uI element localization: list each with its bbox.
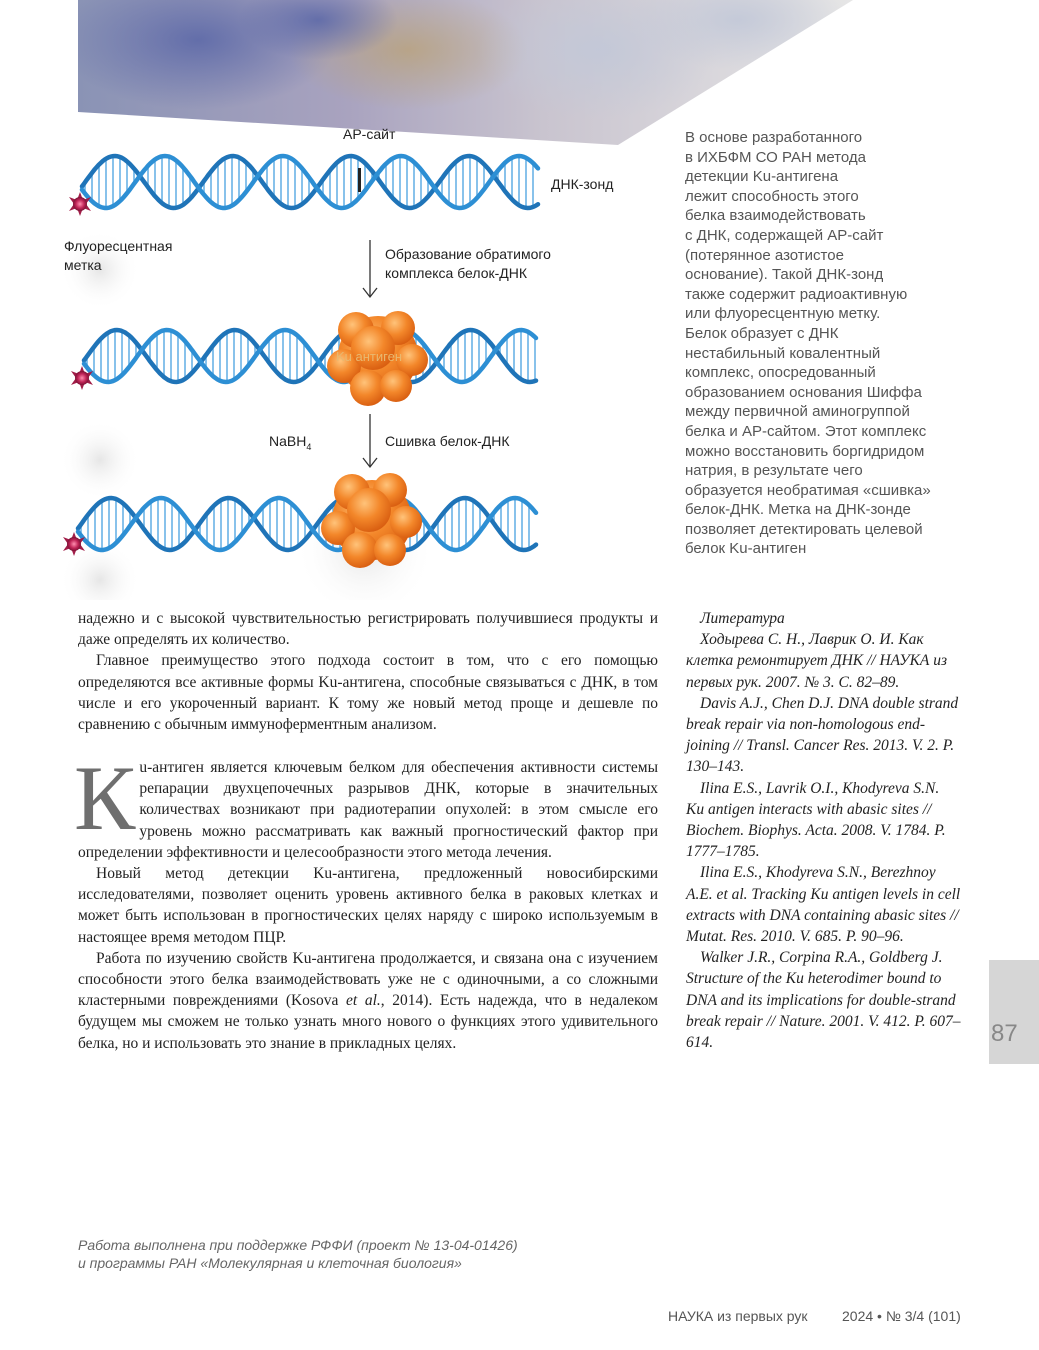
funding-note-line2: и программы РАН «Молекулярная и клеточная биология»	[78, 1255, 462, 1271]
reagent-subscript: 4	[306, 441, 312, 452]
paragraph-3: u-антиген является ключевым белком для обеспечения активности системы репарации двухцепочечных разрывов ДНК, которые в значительных количествах возникают при радиотерапии опухолей: в этом смысле его уровень можно рассматривать как важный прогностический фактор при определении эффективности и целесообразности этого метода лечения.	[78, 759, 658, 861]
paragraph-5-part-a: Работа по изучению свойств Ku-антигена продолжается, и связана она с изучением способности этого белка взаимодействовать уже не с одиночными, а со сложными кластерными повреждениями (Kosova	[78, 949, 658, 1010]
protein-label: Ku антиген	[336, 349, 403, 364]
ap-site-mark	[358, 168, 361, 192]
fluorescent-label-line1: Флуоресцентная	[64, 238, 173, 254]
ap-site-label: АР-сайт	[343, 126, 396, 142]
paragraph-2: Главное преимущество этого подхода состоит в том, что с его помощью определяются все активные формы Ku-антигена, способные связываться с ДНК, в том числе и его укороченный вариант. К тому же новый метод проще и дешевле по сравнению с обычным иммуноферментным анализом.	[78, 652, 658, 734]
arrow-step1	[363, 240, 377, 297]
reference-item: Ilina E.S., Lavrik O.I., Khodyreva S.N. Ku antigen interacts with abasic sites // Biochem. Biophys. Acta. 2008. V. 1784. P. 1777–1785.	[686, 779, 946, 861]
dna-probe-label: ДНК-зонд	[551, 176, 614, 192]
references-title: Литература	[700, 610, 785, 627]
reagent-formula: NaBH	[269, 433, 307, 449]
footer-issue: 2024 • № 3/4 (101)	[842, 1308, 961, 1324]
reference-item: Ilina E.S., Khodyreva S.N., Berezhnoy A.E. et al. Tracking Ku antigen levels in cell extracts with DNA containing abasic sites // Mutat. Res. 2010. V. 685. P. 90–96.	[686, 864, 961, 946]
dna-helix-probe	[82, 156, 538, 208]
reagent-label	[269, 432, 311, 457]
step1-label-line2: комплекса белок-ДНК	[385, 265, 528, 281]
fluorescent-label-line2: метка	[64, 257, 102, 273]
funding-note	[78, 1236, 638, 1272]
paragraph-1: надежно и с высокой чувствительностью регистрировать получившиеся продукты и даже определять их количество.	[78, 610, 658, 649]
dna-helix-complex	[84, 330, 536, 382]
body-text-top	[78, 608, 658, 735]
paragraph-5	[78, 948, 658, 1054]
references	[686, 608, 961, 1053]
paragraph-5-part-b: , 2014). Есть надежда, что в недалеком будущем мы сможем не только узнать много нового о функциях этого удивительного белка, но и использовать это знание в прикладных целях.	[78, 992, 658, 1052]
paragraph-4: Новый метод детекции Ku-антигена, предложенный новосибирскими исследователями, позволяет оценить уровень активного белка в раковых клетках и может быть использован в прогностических целях наряду с широко используемым в настоящее время методом ПЦР.	[78, 865, 658, 946]
dna-probe-diagram	[60, 120, 560, 600]
arrow-step2	[363, 414, 377, 467]
reference-item: Ходырева С. Н., Лаврик О. И. Как клетка ремонтирует ДНК // НАУКА из первых рук. 2007. № 3. С. 82–89.	[686, 631, 948, 691]
paragraph-5-etal: et al.	[346, 992, 381, 1010]
body-text-main	[74, 747, 658, 1054]
figure-caption	[685, 128, 985, 559]
funding-note-line1: Работа выполнена при поддержке РФФИ (проект № 13-04-01426)	[78, 1237, 518, 1253]
reference-item: Davis A.J., Chen D.J. DNA double strand break repair via non-homologous end-joining // Transl. Cancer Res. 2013. V. 2. P. 130–143.	[686, 694, 959, 776]
caption-text: В основе разработанного в ИХБФМ СО РАН метода детекции Ku-антигена лежит способность этого белка взаимодействовать с ДНК, содержащей АР-сайт (потерянное азотистое основание). Такой ДНК-зонд также содержит радиоактивную или флуоресцентную метку. Белок образует с ДНК нестабильный ковалентный комплекс, опосредованный образованием основания Шиффа между первичной аминогруппой белка и АР-сайтом. Этот комплекс можно восстановить боргидридом натрия, в результате чего образуется необратимая «сшивка» белок-ДНК. Метка на ДНК-зонде позволяет детектировать целевой белок Ku-антиген	[685, 129, 931, 558]
step1-label-line1: Образование обратимого	[385, 246, 551, 262]
page-number: 87	[991, 1020, 1018, 1047]
fluorescent-label	[64, 237, 172, 275]
step2-label: Сшивка белок-ДНК	[385, 433, 510, 449]
step1-label	[385, 245, 551, 283]
reference-item: Walker J.R., Corpina R.A., Goldberg J. Structure of the Ku heterodimer bound to DNA and its implications for double-strand break repair // Nature. 2001. V. 412. P. 607–614.	[686, 949, 961, 1052]
footer-magazine: НАУКА из первых рук	[668, 1308, 808, 1324]
page-number-tab	[989, 960, 1039, 1064]
drop-cap: К	[74, 747, 136, 849]
